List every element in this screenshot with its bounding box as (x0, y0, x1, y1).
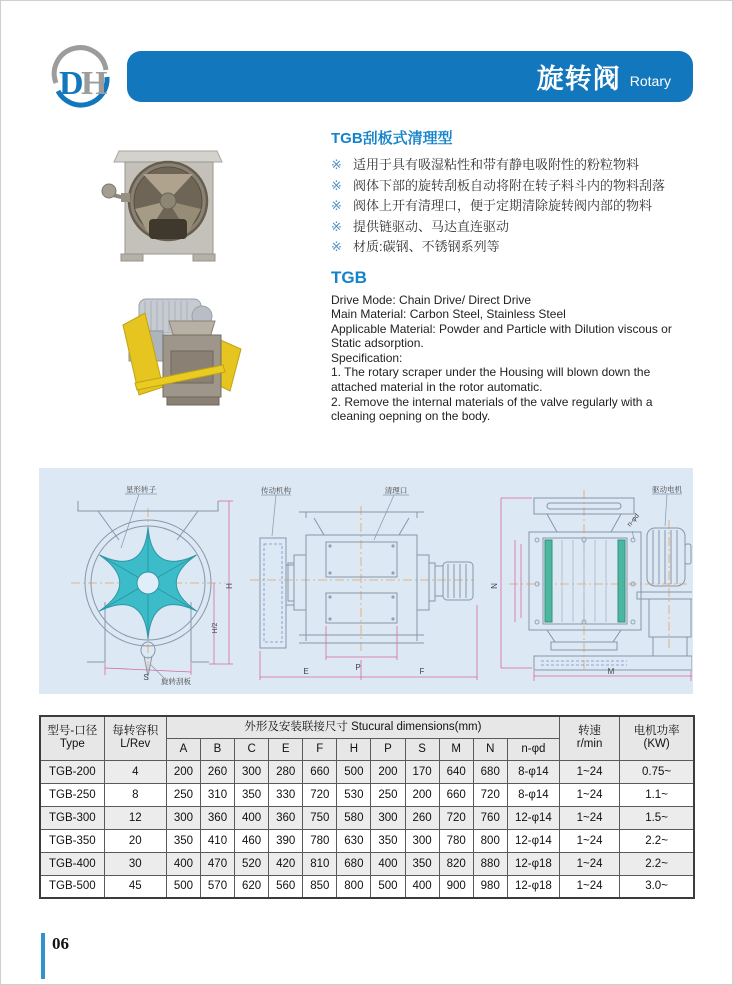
table-cell: 2.2~ (620, 852, 694, 875)
table-cell: 1~24 (559, 806, 619, 829)
table-cell: 780 (303, 829, 337, 852)
dim-label-m: M (607, 667, 615, 676)
table-cell: 350 (405, 852, 439, 875)
table-cell: 640 (439, 760, 473, 783)
spec-line: Applicable Material: Powder and Particle with Dilution viscous or (331, 321, 672, 336)
table-cell: 500 (166, 875, 200, 898)
logo-letter-d: D (59, 65, 84, 102)
en-spec-lines (331, 293, 703, 424)
drawing-front-view (487, 480, 692, 685)
table-cell: 800 (473, 829, 507, 852)
table-cell: 4 (104, 760, 166, 783)
spec-line: Drive Mode: Chain Drive/ Direct Drive (331, 292, 532, 307)
table-cell: 850 (303, 875, 337, 898)
table-cell: 580 (337, 806, 371, 829)
table-cell: 720 (303, 783, 337, 806)
dim-letter-header: P (371, 738, 405, 760)
dim-label-n: N (490, 583, 499, 589)
reference-mark: ※ (331, 157, 342, 172)
table-cell: 1.5~ (620, 806, 694, 829)
table-cell: 250 (166, 783, 200, 806)
table-cell: 980 (473, 875, 507, 898)
dim-letter-header: F (303, 738, 337, 760)
model-cell: TGB-250 (40, 783, 104, 806)
table-cell: 660 (303, 760, 337, 783)
model-cell: TGB-500 (40, 875, 104, 898)
product-photo-valve-drive (111, 291, 263, 413)
clean-port-annotation: 清理口 (384, 486, 408, 495)
table-cell: 12 (104, 806, 166, 829)
table-cell: 12-φ18 (507, 852, 559, 875)
section-banner (127, 51, 693, 102)
table-cell: 630 (337, 829, 371, 852)
rotor-strip-right (618, 540, 625, 622)
table-cell: 350 (166, 829, 200, 852)
table-row (40, 829, 694, 852)
banner-title: 旋转阀 (536, 64, 621, 94)
table-cell: 1~24 (559, 852, 619, 875)
table-cell: 880 (473, 852, 507, 875)
table-cell: 470 (200, 852, 234, 875)
table-cell: 12-φ18 (507, 875, 559, 898)
reference-mark: ※ (331, 177, 342, 193)
technical-drawing-panel (39, 468, 693, 694)
table-cell: 300 (235, 760, 269, 783)
table-cell: 620 (235, 875, 269, 898)
feature-text: 阀体下部的旋转刮板自动将附在转子料斗内的物料刮落 (353, 177, 666, 193)
table-cell: 390 (269, 829, 303, 852)
model-cell: TGB-300 (40, 806, 104, 829)
table-cell: 1~24 (559, 875, 619, 898)
table-cell: 400 (371, 852, 405, 875)
dimension-table (39, 715, 695, 899)
table-cell: 170 (405, 760, 439, 783)
dim-label-f: F (419, 667, 425, 676)
table-cell: 750 (303, 806, 337, 829)
table-cell: 260 (200, 760, 234, 783)
table-cell: 570 (200, 875, 234, 898)
bolt-holes-label: n-φd (626, 512, 641, 529)
table-cell: 420 (269, 852, 303, 875)
table-cell: 1.1~ (620, 783, 694, 806)
dh-logo (45, 41, 117, 113)
dim-letter-header: S (405, 738, 439, 760)
page-number: 06 (52, 934, 69, 953)
table-cell: 1~24 (559, 760, 619, 783)
model-cell: TGB-200 (40, 760, 104, 783)
table-cell: 660 (439, 783, 473, 806)
table-cell: 900 (439, 875, 473, 898)
table-cell: 8-φ14 (507, 783, 559, 806)
product-photo-valve-front (101, 143, 233, 267)
table-cell: 250 (371, 783, 405, 806)
table-cell: 400 (405, 875, 439, 898)
table-cell: 8-φ14 (507, 760, 559, 783)
spec-line: Main Material: Carbon Steel, Stainless Steel (331, 307, 566, 322)
table-row (40, 760, 694, 783)
spec-line: Specification: (331, 350, 403, 365)
page-number-bar (41, 933, 45, 979)
feature-item (331, 237, 703, 258)
rotor-annotation: 星形转子 (126, 485, 156, 494)
table-body (40, 760, 694, 898)
table-cell: 200 (405, 783, 439, 806)
col-header-volume: 每转容积 L/Rev (104, 716, 166, 760)
feature-text: 提供链驱动、马达直连驱动 (353, 218, 510, 234)
table-cell: 2.2~ (620, 829, 694, 852)
dim-letter-header: B (200, 738, 234, 760)
table-cell: 780 (439, 829, 473, 852)
table-cell: 350 (235, 783, 269, 806)
rotor-strip-left (545, 540, 552, 622)
spec-line: 2. Remove the internal materials of the valve regularly with a (331, 394, 653, 409)
feature-text: 材质:碳钢、不锈钢系列等 (353, 239, 500, 254)
dim-letter-header: E (269, 738, 303, 760)
drive-annotation: 传动机构 (261, 486, 291, 495)
table-cell: 20 (104, 829, 166, 852)
table-cell: 12-φ14 (507, 806, 559, 829)
reference-mark: ※ (331, 218, 342, 234)
table-cell: 820 (439, 852, 473, 875)
table-cell: 3.0~ (620, 875, 694, 898)
col-header-power: 电机功率 (KW) (620, 716, 694, 760)
table-cell: 260 (405, 806, 439, 829)
table-header (40, 716, 694, 760)
reference-mark: ※ (331, 198, 342, 213)
table-cell: 8 (104, 783, 166, 806)
feature-item (331, 176, 703, 197)
table-cell: 280 (269, 760, 303, 783)
cn-section-title: TGB刮板式清理型 (331, 130, 453, 147)
table-cell: 360 (200, 806, 234, 829)
dim-label-s: S (143, 673, 149, 682)
spec-line: attached material in the rotor automatic. (331, 380, 543, 395)
feature-item (331, 196, 703, 217)
feature-text: 阀体上开有清理口，便于定期清除旋转阀内部的物料 (353, 198, 653, 213)
dim-label-h2: H/2 (212, 622, 219, 634)
col-header-type: 型号-口径 Type (40, 716, 104, 760)
en-section-title: TGB (331, 267, 367, 287)
dim-label-h: H (225, 583, 234, 589)
table-cell: 400 (235, 806, 269, 829)
dim-letter-header: H (337, 738, 371, 760)
table-cell: 400 (166, 852, 200, 875)
dim-letter-header: A (166, 738, 200, 760)
table-cell: 800 (337, 875, 371, 898)
dim-letter-header: C (235, 738, 269, 760)
table-cell: 30 (104, 852, 166, 875)
table-row (40, 806, 694, 829)
col-header-dimensions: 外形及安装联接尺寸 Stucural dimensions(mm) (166, 716, 559, 738)
table-cell: 0.75~ (620, 760, 694, 783)
table-cell: 300 (405, 829, 439, 852)
dim-letter-header: M (439, 738, 473, 760)
drawing-section-view (53, 480, 238, 685)
feature-list (331, 155, 703, 258)
table-row (40, 852, 694, 875)
col-header-speed: 转速 r/min (559, 716, 619, 760)
table-cell: 680 (337, 852, 371, 875)
table-row (40, 783, 694, 806)
drawing-side-view (244, 480, 479, 685)
table-cell: 310 (200, 783, 234, 806)
spec-line: cleaning oepning on the body. (331, 409, 491, 424)
table-cell: 680 (473, 760, 507, 783)
logo-letter-h: H (81, 65, 108, 102)
dim-label-p: P (355, 663, 361, 672)
table-cell: 500 (371, 875, 405, 898)
feature-item (331, 217, 703, 238)
table-cell: 360 (269, 806, 303, 829)
table-cell: 500 (337, 760, 371, 783)
scraper-annotation: 旋转刮板 (161, 677, 191, 685)
table-cell: 1~24 (559, 829, 619, 852)
model-cell: TGB-350 (40, 829, 104, 852)
table-cell: 300 (371, 806, 405, 829)
feature-text: 适用于具有吸湿粘性和带有静电吸附性的粉粒物料 (353, 157, 640, 172)
table-cell: 410 (200, 829, 234, 852)
table-cell: 720 (439, 806, 473, 829)
table-cell: 720 (473, 783, 507, 806)
table-cell: 760 (473, 806, 507, 829)
motor-annotation: 驱动电机 (652, 485, 682, 494)
spec-line: Static adsorption. (331, 336, 424, 351)
dim-letter-header: n-φd (507, 738, 559, 760)
table-cell: 1~24 (559, 783, 619, 806)
table-cell: 530 (337, 783, 371, 806)
table-cell: 12-φ14 (507, 829, 559, 852)
reference-mark: ※ (331, 239, 342, 254)
table-cell: 520 (235, 852, 269, 875)
feature-item (331, 155, 703, 176)
table-row (40, 875, 694, 898)
table-cell: 45 (104, 875, 166, 898)
model-cell: TGB-400 (40, 852, 104, 875)
dim-label-e: E (303, 667, 309, 676)
banner-subtitle: Rotary (629, 73, 671, 89)
table-cell: 200 (166, 760, 200, 783)
dim-letter-header: N (473, 738, 507, 760)
table-cell: 350 (371, 829, 405, 852)
table-cell: 300 (166, 806, 200, 829)
table-cell: 810 (303, 852, 337, 875)
description-column (331, 127, 703, 424)
table-cell: 560 (269, 875, 303, 898)
table-cell: 330 (269, 783, 303, 806)
table-cell: 460 (235, 829, 269, 852)
table-cell: 200 (371, 760, 405, 783)
spec-line: 1. The rotary scraper under the Housing will blown down the (331, 365, 651, 380)
